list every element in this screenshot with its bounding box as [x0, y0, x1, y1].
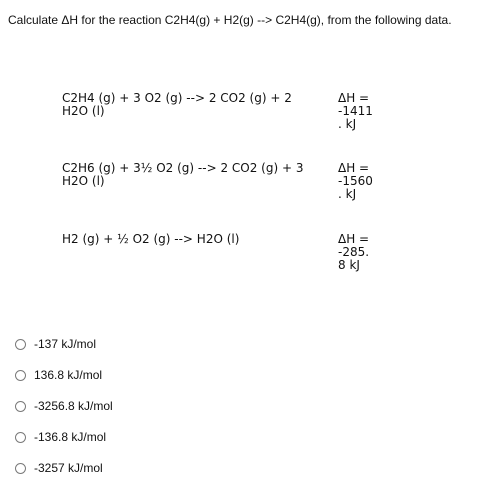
- radio-button[interactable]: [15, 432, 26, 443]
- reaction-equation: C2H4 (g) + 3 O2 (g) --> 2 CO2 (g) + 2 H2O (l): [62, 91, 292, 118]
- enthalpy-line: -1560: [338, 174, 373, 188]
- answer-option-label[interactable]: 136.8 kJ/mol: [34, 367, 103, 382]
- enthalpy-line: 8 kJ: [338, 258, 360, 272]
- enthalpy-line: -285.: [338, 245, 370, 259]
- enthalpy-value: [338, 233, 388, 272]
- question-text: Calculate ΔH for the reaction C2H4(g) + H2(g) --> C2H4(g), from the following data.: [8, 13, 452, 27]
- answer-option-label[interactable]: -3256.8 kJ/mol: [34, 398, 113, 413]
- answer-option-label[interactable]: -136.8 kJ/mol: [34, 429, 107, 444]
- answer-option-label[interactable]: -137 kJ/mol: [34, 336, 97, 351]
- enthalpy-line: -1411: [338, 104, 373, 118]
- enthalpy-value: [338, 162, 388, 201]
- enthalpy-line: ΔH =: [338, 91, 370, 105]
- answer-option[interactable]: [15, 397, 215, 415]
- radio-button[interactable]: [15, 370, 26, 381]
- answer-option-label[interactable]: -3257 kJ/mol: [34, 460, 103, 475]
- enthalpy-line: ΔH =: [338, 161, 370, 175]
- answer-option[interactable]: [15, 428, 215, 446]
- answer-option[interactable]: [15, 366, 215, 384]
- enthalpy-line: ΔH =: [338, 232, 370, 246]
- radio-button[interactable]: [15, 401, 26, 412]
- enthalpy-line: . kJ: [338, 187, 357, 201]
- reaction-equation: C2H6 (g) + 3½ O2 (g) --> 2 CO2 (g) + 3 H2O (l): [62, 161, 304, 188]
- radio-button[interactable]: [15, 339, 26, 350]
- enthalpy-value: [338, 92, 388, 131]
- answer-option[interactable]: [15, 459, 215, 477]
- radio-button[interactable]: [15, 463, 26, 474]
- answer-option[interactable]: [15, 335, 215, 353]
- enthalpy-line: . kJ: [338, 117, 357, 131]
- reaction-equation: H2 (g) + ½ O2 (g) --> H2O (l): [62, 232, 240, 246]
